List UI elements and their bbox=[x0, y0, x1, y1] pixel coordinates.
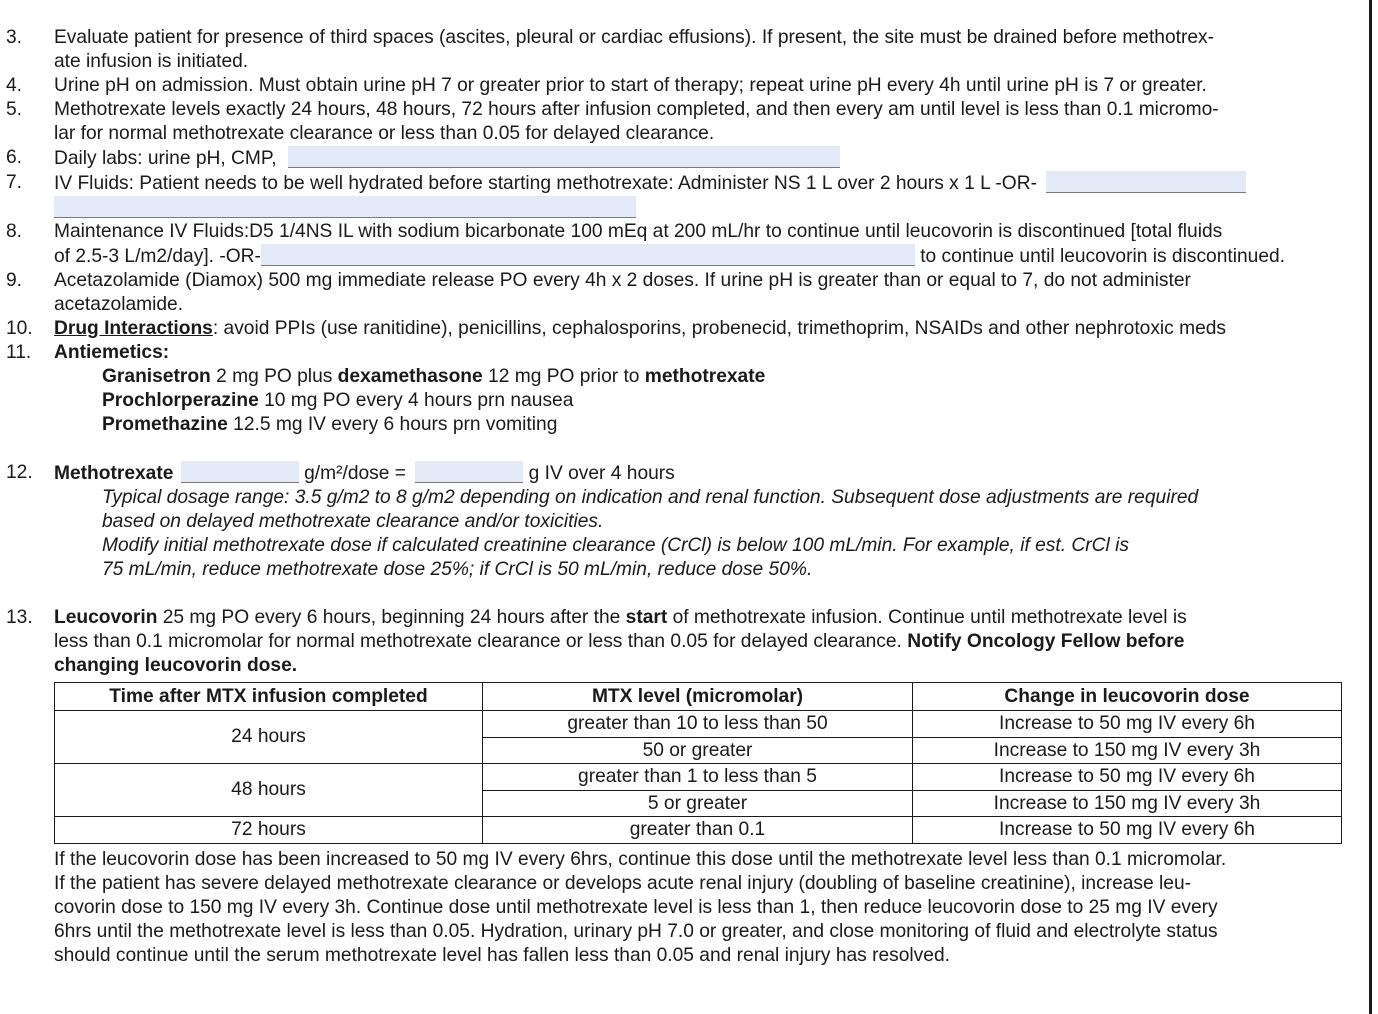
dosing-note: 75 mL/min, reduce methotrexate dose 25%; if CrCl is 50 mL/min, reduce dose 50%. bbox=[102, 559, 813, 580]
level-cell: greater than 0.1 bbox=[483, 817, 913, 844]
item-text: acetazolamide. bbox=[54, 294, 184, 315]
item-6 bbox=[0, 146, 1366, 171]
level-cell: 5 or greater bbox=[483, 790, 913, 817]
antiemetic-line bbox=[54, 389, 1366, 413]
item-number: 5. bbox=[6, 99, 23, 120]
item-5 bbox=[0, 98, 1366, 146]
drug-dose: 2 mg PO plus bbox=[210, 366, 338, 387]
item-number: 6. bbox=[6, 147, 23, 168]
dose-unit: g IV over 4 hours bbox=[528, 463, 675, 484]
item-12 bbox=[0, 461, 1366, 582]
leucovorin-heading: Leucovorin bbox=[54, 607, 158, 628]
drug-dose: 10 mg PO every 4 hours prn nausea bbox=[258, 390, 574, 411]
item-3 bbox=[0, 26, 1366, 74]
instruction-line: 6hrs until the methotrexate level is less than 0.05. Hydration, urinary pH 7.0 or greater, and close monitoring of fluid and electrolyte status bbox=[54, 920, 1218, 942]
iv-fluids-alt-field[interactable] bbox=[1046, 171, 1246, 193]
drug-name: Prochlorperazine bbox=[102, 390, 259, 411]
drug-interactions-heading: Drug Interactions bbox=[54, 318, 213, 339]
dose-unit: g/m²/dose = bbox=[304, 463, 406, 484]
dosing-note: Typical dosage range: 3.5 g/m2 to 8 g/m2 depending on indication and renal function. Subsequent dose adjustments are required bbox=[102, 487, 1199, 508]
item-text: Urine pH on admission. Must obtain urine pH 7 or greater prior to start of therapy; repeat urine pH every 4h until urine pH is 7 or greater. bbox=[54, 75, 1207, 96]
item-8 bbox=[0, 220, 1366, 269]
leucovorin-instructions bbox=[0, 848, 1366, 968]
item-number: 3. bbox=[6, 27, 23, 48]
item-text: to continue until leucovorin is discontinued. bbox=[920, 246, 1286, 267]
maintenance-fluids-alt-field[interactable] bbox=[261, 244, 915, 266]
change-cell: Increase to 50 mg IV every 6h bbox=[913, 711, 1342, 738]
item-text-bold: Notify Oncology Fellow before bbox=[907, 631, 1185, 652]
change-cell: Increase to 150 mg IV every 3h bbox=[913, 737, 1342, 764]
instruction-line: If the leucovorin dose has been increased to 50 mg IV every 6hrs, continue this dose until the methotrexate level less than 0.1 micromolar. bbox=[54, 848, 1227, 870]
time-cell: 48 hours bbox=[55, 764, 483, 817]
instruction-line: If the patient has severe delayed methotrexate clearance or develops acute renal injury (doubling of baseline creatinine), increase leu- bbox=[54, 872, 1191, 894]
item-text: : avoid PPIs (use ranitidine), penicillins, cephalosporins, probenecid, trimethoprim, NSAIDs and other nephrotoxic meds bbox=[212, 318, 1227, 339]
page-right-border bbox=[1369, 0, 1372, 1014]
table-row bbox=[55, 711, 1342, 738]
item-text: Acetazolamide (Diamox) 500 mg immediate release PO every 4h x 2 doses. If urine pH is greater than or equal to 7, do not administer bbox=[54, 270, 1191, 291]
change-cell: Increase to 50 mg IV every 6h bbox=[913, 764, 1342, 791]
item-text-bold: start bbox=[625, 607, 668, 628]
item-number: 8. bbox=[6, 221, 23, 242]
item-10 bbox=[0, 317, 1366, 341]
table-header: MTX level (micromolar) bbox=[483, 683, 913, 711]
table-header: Time after MTX infusion completed bbox=[55, 683, 483, 711]
table-row bbox=[55, 817, 1342, 844]
time-cell: 72 hours bbox=[55, 817, 483, 844]
item-number: 4. bbox=[6, 75, 23, 96]
dosing-note: based on delayed methotrexate clearance and/or toxicities. bbox=[102, 511, 604, 532]
antiemetics-heading: Antiemetics: bbox=[54, 342, 170, 363]
item-text: lar for normal methotrexate clearance or less than 0.05 for delayed clearance. bbox=[54, 123, 715, 144]
level-cell: greater than 10 to less than 50 bbox=[483, 711, 913, 738]
item-7-continuation bbox=[0, 196, 1366, 220]
item-4 bbox=[0, 74, 1366, 98]
order-document bbox=[0, 26, 1366, 968]
drug-name: Granisetron bbox=[102, 366, 211, 387]
time-cell: 24 hours bbox=[55, 711, 483, 764]
item-text: Daily labs: urine pH, CMP, bbox=[54, 148, 277, 169]
drug-name: methotrexate bbox=[644, 366, 766, 387]
item-text: of 2.5-3 L/m2/day]. -OR- bbox=[54, 246, 261, 267]
dosing-note: Modify initial methotrexate dose if calculated creatinine clearance (CrCl) is below 100 mL/min. For example, if est. CrCl is bbox=[102, 535, 1129, 556]
item-13 bbox=[0, 606, 1366, 678]
daily-labs-field[interactable] bbox=[288, 146, 840, 168]
item-9 bbox=[0, 269, 1366, 317]
table-header: Change in leucovorin dose bbox=[913, 683, 1342, 711]
dose-per-m2-field[interactable] bbox=[181, 461, 299, 483]
item-number: 13. bbox=[6, 607, 33, 628]
level-cell: greater than 1 to less than 5 bbox=[483, 764, 913, 791]
item-number: 10. bbox=[6, 318, 33, 339]
item-text: Methotrexate levels exactly 24 hours, 48 hours, 72 hours after infusion completed, and then every am until level is less than 0.1 micromo- bbox=[54, 99, 1219, 120]
drug-name: dexamethasone bbox=[337, 366, 483, 387]
item-text: 25 mg PO every 6 hours, beginning 24 hours after the bbox=[157, 607, 626, 628]
item-number: 11. bbox=[6, 342, 32, 363]
instruction-line: should continue until the serum methotrexate level has fallen less than 0.05 and renal injury has resolved. bbox=[54, 944, 950, 966]
item-text: of methotrexate infusion. Continue until methotrexate level is bbox=[667, 607, 1187, 628]
item-text: Evaluate patient for presence of third spaces (ascites, pleural or cardiac effusions). If present, the site must be drained before methotrex- bbox=[54, 27, 1215, 48]
item-11 bbox=[0, 341, 1366, 437]
antiemetic-line bbox=[54, 413, 1366, 437]
change-cell: Increase to 50 mg IV every 6h bbox=[913, 817, 1342, 844]
instruction-line: covorin dose to 150 mg IV every 3h. Continue dose until methotrexate level is less than 1, then reduce leucovorin dose to 25 mg IV every bbox=[54, 896, 1218, 918]
item-7 bbox=[0, 171, 1366, 196]
drug-name: Promethazine bbox=[102, 414, 228, 435]
item-number: 9. bbox=[6, 270, 23, 291]
item-text: ate infusion is initiated. bbox=[54, 51, 249, 72]
change-cell: Increase to 150 mg IV every 3h bbox=[913, 790, 1342, 817]
item-number: 12. bbox=[6, 462, 33, 483]
iv-fluids-alt-field-line2[interactable] bbox=[54, 196, 636, 218]
item-text: Maintenance IV Fluids:D5 1/4NS IL with sodium bicarbonate 100 mEq at 200 mL/hr to continue until leucovorin is discontinued [total fluids bbox=[54, 221, 1223, 242]
drug-dose: 12 mg PO prior to bbox=[482, 366, 645, 387]
level-cell: 50 or greater bbox=[483, 737, 913, 764]
antiemetic-line bbox=[54, 365, 1366, 389]
item-text: less than 0.1 micromolar for normal methotrexate clearance or less than 0.05 for delayed clearance. bbox=[54, 631, 908, 652]
table-row bbox=[55, 764, 1342, 791]
item-text-bold: changing leucovorin dose. bbox=[54, 655, 298, 676]
item-number: 7. bbox=[6, 172, 23, 193]
drug-dose: 12.5 mg IV every 6 hours prn vomiting bbox=[227, 414, 558, 435]
methotrexate-heading: Methotrexate bbox=[54, 463, 174, 484]
leucovorin-adjustment-table bbox=[54, 682, 1342, 844]
item-text: IV Fluids: Patient needs to be well hydrated before starting methotrexate: Administer NS 1 L over 2 hours x 1 L -OR- bbox=[54, 173, 1037, 194]
total-dose-field[interactable] bbox=[415, 461, 523, 483]
